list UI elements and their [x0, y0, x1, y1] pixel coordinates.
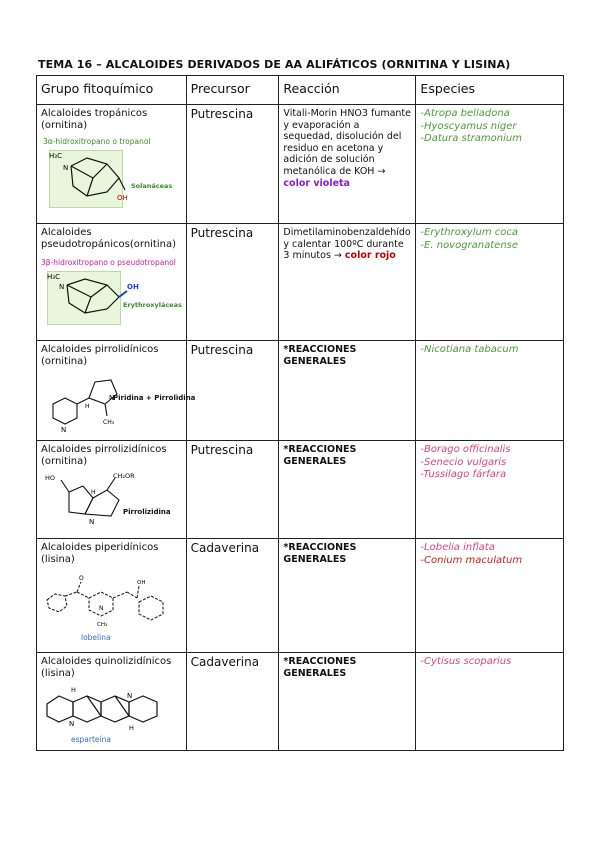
header-group: Grupo fitoquímico	[37, 76, 187, 105]
reaction-result: color rojo	[344, 250, 396, 262]
table-row	[37, 341, 564, 441]
species-item: -Atropa belladona	[420, 108, 510, 119]
species-item: -Conium maculatum	[420, 554, 523, 566]
precursor-cell: Putrescina	[186, 105, 279, 224]
precursor-cell: Putrescina	[186, 224, 279, 341]
precursor-cell: Putrescina	[186, 441, 279, 539]
svg-text:N: N	[69, 720, 75, 728]
group-name: Alcaloides pirrolizidínicos (ornitina)	[41, 444, 167, 467]
svg-text:N: N	[109, 394, 115, 402]
table-row	[37, 224, 564, 341]
alkaloid-table	[36, 75, 564, 751]
species-item: -Senecio vulgaris	[420, 456, 507, 468]
tropanol-molecule	[49, 150, 173, 208]
svg-text:N: N	[63, 164, 69, 172]
table-row	[37, 105, 564, 224]
svg-text:CH₃: CH₃	[103, 419, 115, 426]
header-reaction: Reacción	[279, 76, 416, 105]
table-row	[37, 653, 564, 751]
group-name: Alcaloides pirrolidínicos (ornitina)	[41, 344, 159, 367]
pseudotropanol-molecule	[47, 271, 182, 325]
svg-text:H₃C: H₃C	[49, 152, 62, 160]
svg-text:HO: HO	[45, 474, 56, 482]
species-item: -Cytisus scoparius	[420, 656, 512, 667]
svg-text:N: N	[61, 426, 67, 434]
svg-text:OH: OH	[137, 580, 146, 586]
species-item: -E. novogranatense	[420, 239, 519, 251]
reaction-text: *REACCIONES GENERALES	[279, 653, 416, 751]
table-row	[37, 539, 564, 653]
svg-text:N: N	[99, 605, 104, 612]
reaction-result: color violeta	[283, 177, 350, 189]
svg-text:H: H	[91, 489, 96, 496]
group-name: Alcaloides pseudotropánicos(ornitina)	[41, 227, 176, 250]
svg-text:Erythroxyláceas: Erythroxyláceas	[123, 301, 182, 309]
precursor-cell: Cadaverina	[186, 653, 279, 751]
svg-text:O: O	[79, 575, 84, 582]
svg-text:OH: OH	[127, 283, 139, 291]
svg-text:H: H	[129, 724, 134, 732]
species-item: -Hyoscyamus niger	[420, 120, 517, 132]
reaction-text: Dimetilaminobenzaldehído y calentar 100ºC durante 3 minutos →	[283, 227, 411, 262]
species-item: -Tussilago fárfara	[420, 469, 507, 480]
group-name: Alcaloides quinolizidínicos (lisina)	[41, 656, 172, 679]
svg-text:Solanáceas: Solanáceas	[131, 182, 173, 190]
precursor-cell: Putrescina	[186, 341, 279, 441]
table-header-row	[37, 76, 564, 105]
reaction-text: *REACCIONES GENERALES	[279, 539, 416, 653]
svg-text:N: N	[89, 518, 95, 526]
lobeline-molecule	[41, 570, 177, 632]
precursor-cell: Cadaverina	[186, 539, 279, 653]
svg-text:CH₃: CH₃	[97, 622, 108, 628]
species-item: -Borago officinalis	[420, 444, 511, 455]
structure-sparteine: H H N N esparteína	[41, 682, 182, 744]
header-species: Especies	[416, 76, 564, 105]
structure-pyrrolizidine: HO CH₂OR H N Pirrolizidina	[41, 470, 182, 530]
svg-text:N: N	[59, 283, 65, 291]
page-title: TEMA 16 – ALCALOIDES DERIVADOS DE AA ALIFÁTICOS (ORNITINA Y LISINA)	[38, 58, 511, 71]
header-precursor: Precursor	[186, 76, 279, 105]
sparteine-molecule	[43, 682, 173, 734]
structure-lobeline: O N CH₃ OH lobelina	[41, 568, 182, 644]
reaction-text: *REACCIONES GENERALES	[279, 441, 416, 539]
svg-text:OH: OH	[117, 194, 128, 202]
species-item: -Erythroxylum coca	[420, 227, 518, 238]
species-item: -Lobelia inflata	[420, 542, 495, 553]
pyrrolizidine-molecule	[43, 470, 143, 530]
structure-pseudotropanol: 3β-hidroxitropano o pseudotropanol H₃C N OH Erythroxyláceas	[41, 253, 182, 327]
reaction-text: Vitali-Morin HNO3 fumante y evaporación a sequedad, disolución del residuo en acetona y adición de solución metanólica de KOH →	[283, 108, 412, 177]
group-name: Alcaloides piperidínicos (lisina)	[41, 542, 159, 565]
svg-text:H₃C: H₃C	[47, 273, 60, 281]
svg-text:H: H	[71, 686, 76, 694]
svg-text:H: H	[85, 403, 90, 410]
species-item: -Datura stramonium	[420, 133, 522, 144]
structure-tropanol: 3α-hidroxitropano o tropanol H₃C N OH Solanáceas	[41, 134, 182, 208]
svg-text:CH₂OR: CH₂OR	[113, 472, 135, 480]
species-item: -Nicotiana tabacum	[420, 344, 519, 355]
table-row	[37, 441, 564, 539]
reaction-text: *REACCIONES GENERALES	[279, 341, 416, 441]
svg-text:N: N	[127, 692, 133, 700]
group-name: Alcaloides tropánicos (ornitina)	[41, 108, 148, 131]
structure-nicotine: N N H CH₃ Piridina + Pirrolidina	[41, 370, 182, 434]
